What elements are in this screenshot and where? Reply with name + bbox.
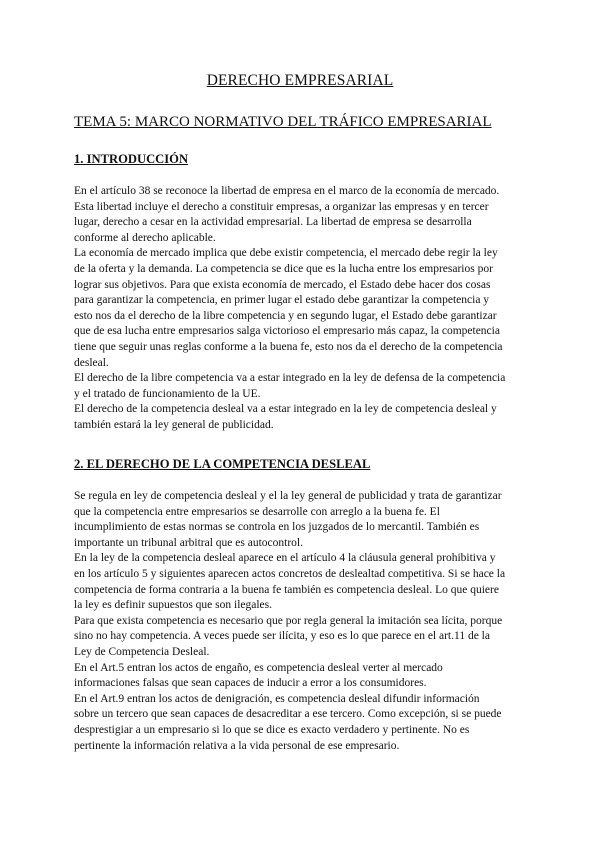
section-body-competencia-desleal (74, 489, 530, 754)
text-line: Para que exista competencia es necesario que por regla general la imitación sea lícita, porque (74, 614, 503, 627)
text-line: En el Art.5 entran los actos de engaño, es competencia desleal verter al mercado (74, 661, 443, 674)
text-line: y el tratado de funcionamiento de la UE. (74, 387, 261, 400)
text-line: competencia de forma contraria a la buena fe también es competencia desleal. Lo que quiere (74, 583, 499, 596)
text-line: tiene que seguir unas reglas conforme a la buena fe, esto nos da el derecho de la competencia (74, 340, 503, 353)
section-body-introduccion (74, 184, 530, 434)
text-line: esto nos da el derecho de la libre competencia y en segundo lugar, el Estado debe garantizar (74, 309, 497, 322)
text-line: desprestigiar a un empresario si lo que se dice es exacto verdadero y pertinente. No es (74, 723, 470, 736)
text-line: en los artículo 5 y siguientes aparecen actos concretos de deslealtad competitiva. Si se hace la (74, 567, 506, 580)
text-line: lugar, derecho a cesar en la actividad empresarial. La libertad de empresa se desarrolla (74, 216, 472, 229)
tema-title: TEMA 5: MARCO NORMATIVO DEL TRÁFICO EMPRESARIAL (74, 114, 492, 130)
text-line: que la competencia entre empresarios se desarrolle con arreglo a la buena fe. El (74, 505, 440, 518)
text-line: sino no hay competencia. A veces puede ser ilícita, y eso es lo que parece en el art.11 de la (74, 630, 490, 643)
text-line: también estará la ley general de publicidad. (74, 418, 274, 431)
text-line: Ley de Competencia Desleal. (74, 645, 210, 658)
text-line: la ley es definir supuestos que son ilegales. (74, 599, 273, 612)
section-heading-competencia-desleal: 2. EL DERECHO DE LA COMPETENCIA DESLEAL (74, 457, 371, 471)
text-line: desleal. (74, 356, 109, 369)
text-line: pertinente la información relativa a la vida personal de ese empresario. (74, 739, 400, 752)
text-line: incumplimiento de estas normas se controla en los juzgados de lo mercantil. También es (74, 521, 480, 534)
text-line: lograr sus objetivos. Para que exista economía de mercado, el Estado debe hacer dos cosas (74, 278, 491, 291)
text-line: En el Art.9 entran los actos de denigración, es competencia desleal difundir información (74, 692, 480, 705)
text-line: Se regula en ley de competencia desleal y el la ley general de publicidad y trata de garantizar (74, 490, 502, 502)
text-line: conforme al derecho aplicable. (74, 231, 216, 244)
text-line: Esta libertad incluye el derecho a constituir empresas, a organizar las empresas y en tercer (74, 200, 489, 213)
text-line: importante un tribunal arbitral que es autocontrol. (74, 536, 303, 549)
document-title: DERECHO EMPRESARIAL (206, 72, 394, 89)
text-line: En el artículo 38 se reconoce la libertad de empresa en el marco de la economía de mercado. (74, 185, 500, 197)
text-line: En la ley de la competencia desleal aparece en el artículo 4 la cláusula general prohibitiva y (74, 552, 496, 565)
text-line: El derecho de la competencia desleal va a estar integrado en la ley de competencia desleal y (74, 403, 497, 416)
text-line: de la oferta y la demanda. La competencia se dice que es la lucha entre los empresarios por (74, 262, 493, 275)
text-line: que de esa lucha entre empresarios salga victorioso el empresario más capaz, la competencia (74, 325, 500, 338)
text-line: sobre un tercero que sean capaces de desacreditar a ese tercero. Como excepción, si se puede (74, 708, 502, 721)
text-line: La economía de mercado implica que debe existir competencia, el mercado debe regir la ley (74, 247, 498, 260)
text-line: informaciones falsas que sean capaces de inducir a error a los consumidores. (74, 677, 427, 690)
text-line: para garantizar la competencia, en primer lugar el estado debe garantizar la competencia y (74, 294, 490, 307)
text-line: El derecho de la libre competencia va a estar integrado en la ley de defensa de la competencia (74, 372, 506, 385)
section-heading-introduccion: 1. INTRODUCCIÓN (74, 152, 189, 166)
